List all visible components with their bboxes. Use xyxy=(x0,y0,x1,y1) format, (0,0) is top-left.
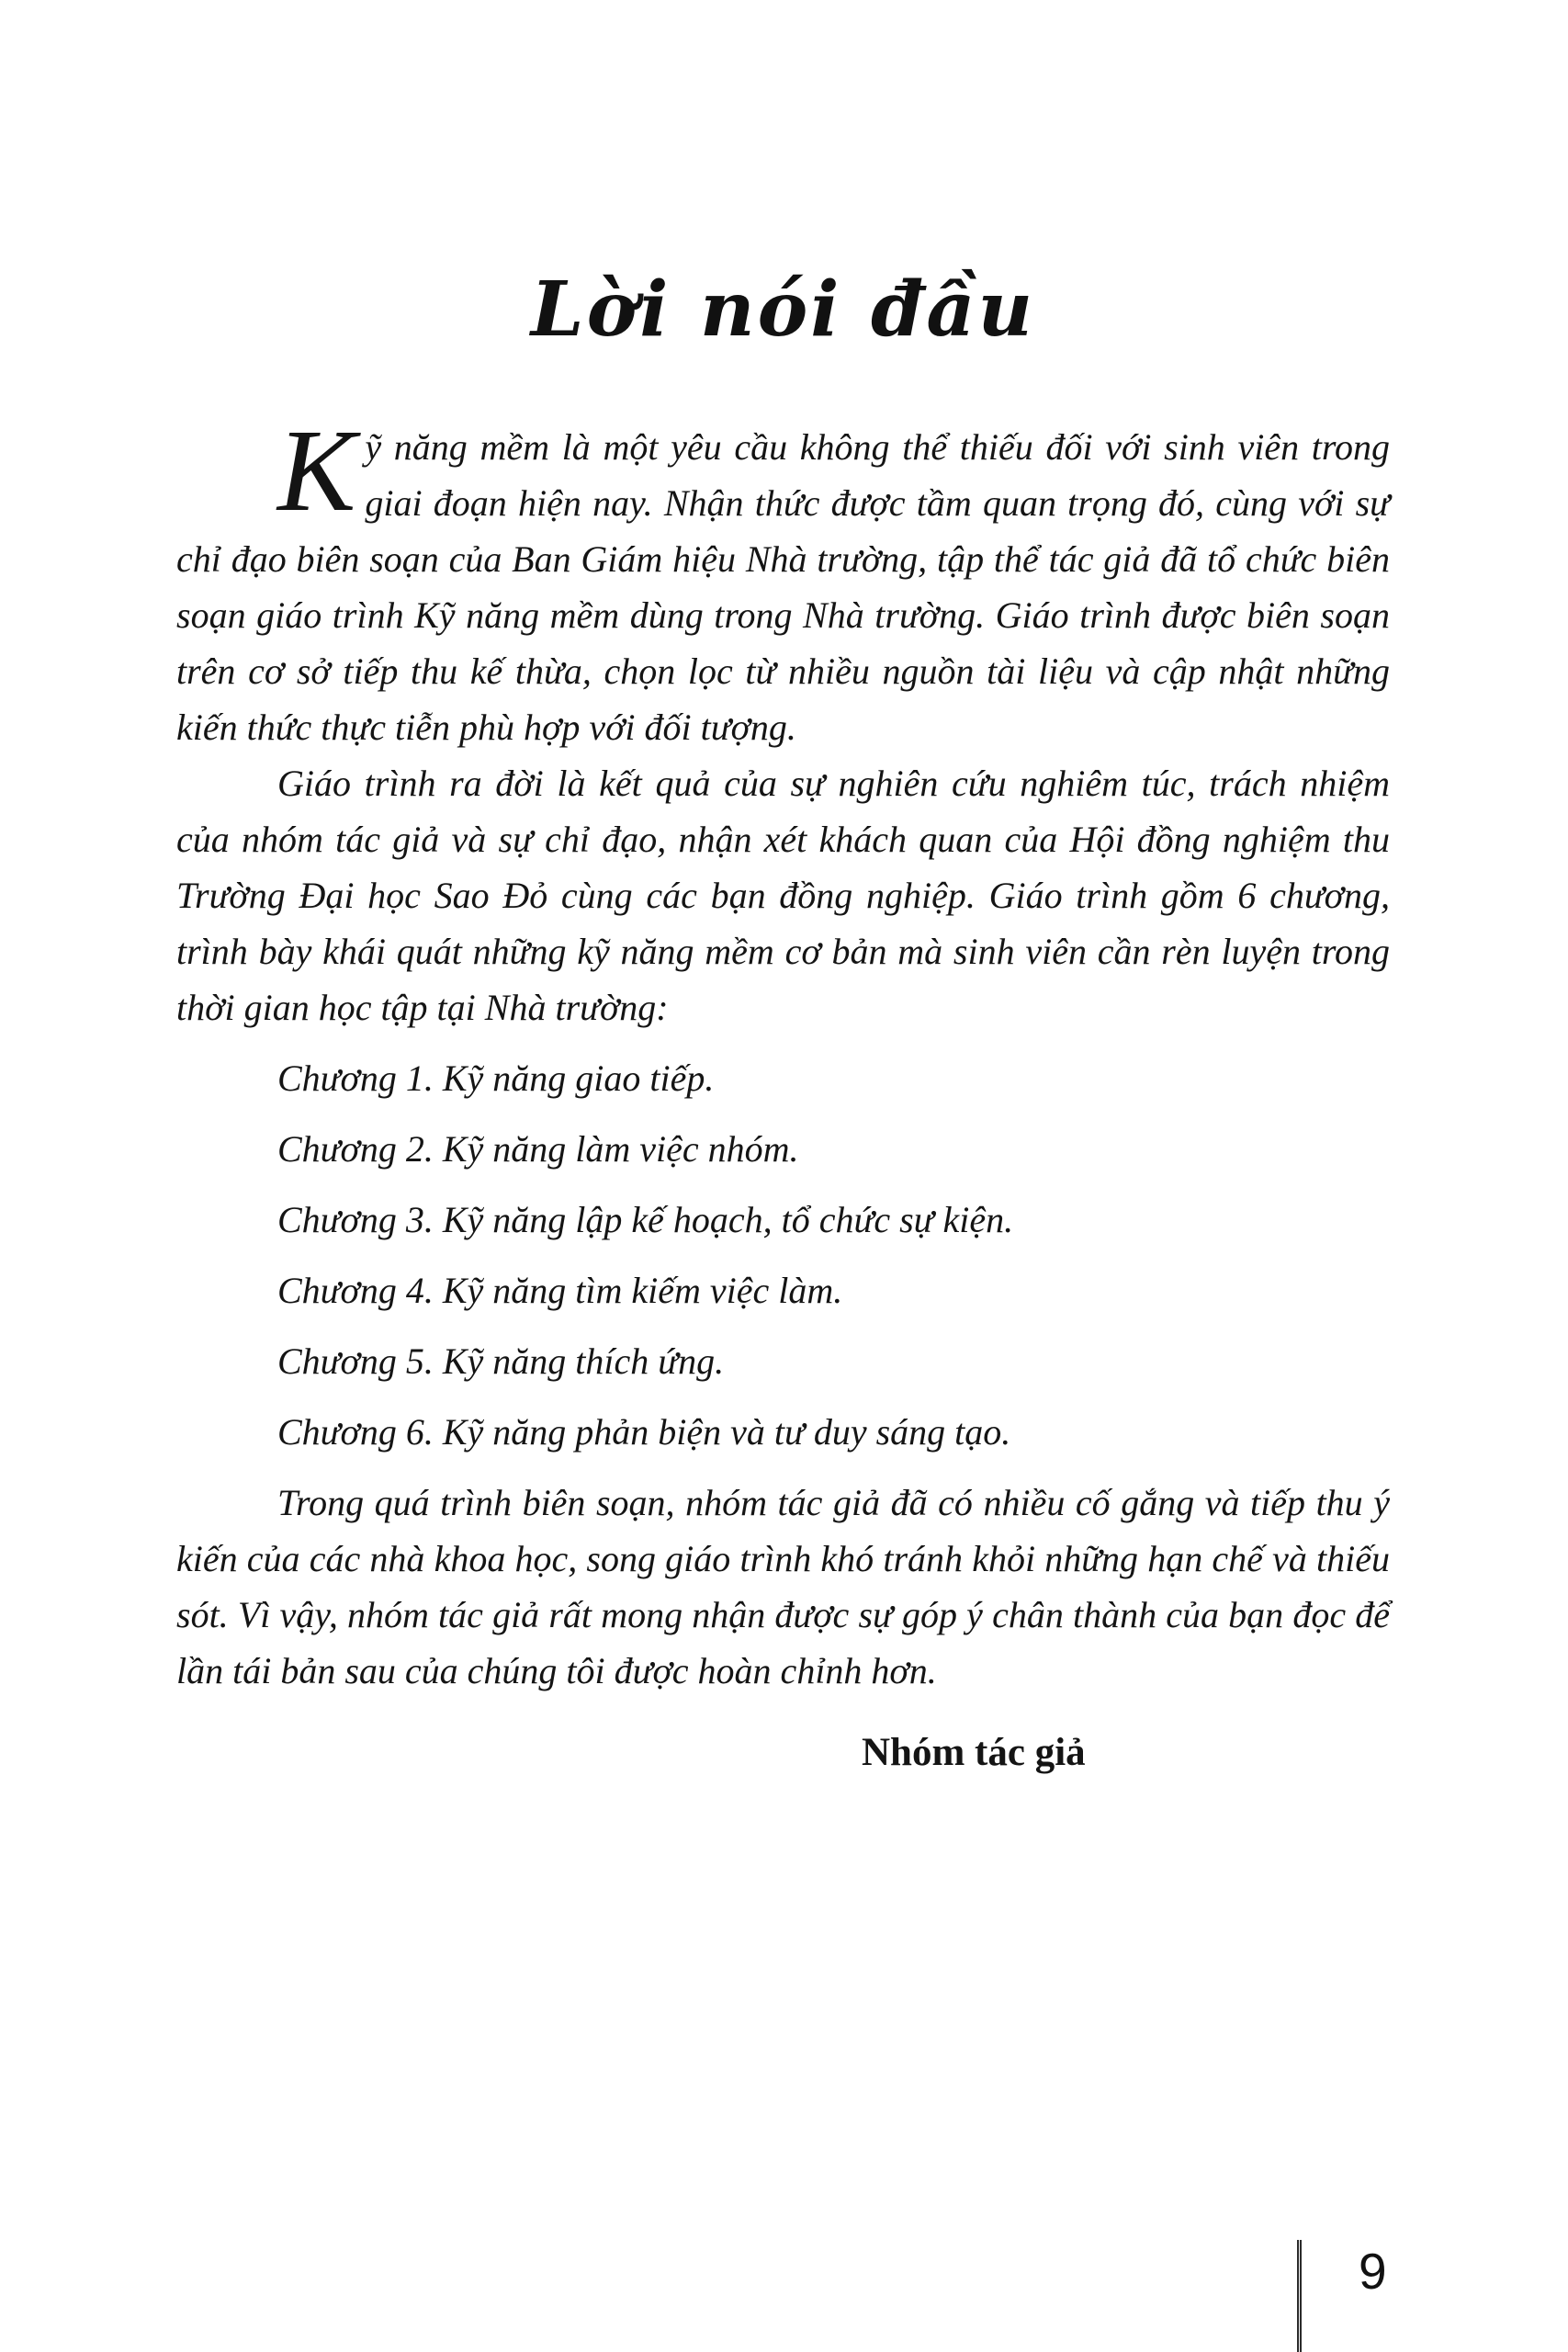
page-content xyxy=(176,265,1390,1781)
preface-body xyxy=(176,405,1390,1781)
chapter-item-3: Chương 3. Kỹ năng lập kế hoạch, tổ chức sự kiện. xyxy=(277,1199,1014,1241)
paragraph-3: Trong quá trình biên soạn, nhóm tác giả đã có nhiều cố gắng và tiếp thu ý kiến của các nhà khoa học, song giáo trình khó tránh khỏi những hạn chế và thiếu sót. Vì vậy, nhóm tác giả rất mong nhận được sự góp ý chân thành của bạn đọc để lần tái bản sau của chúng tôi được hoàn chỉnh hơn. xyxy=(176,1482,1390,1692)
author-signature xyxy=(176,1724,1390,1781)
chapter-list xyxy=(176,1050,1390,1460)
page-number: 9 xyxy=(1359,2243,1387,2300)
chapter-item-6: Chương 6. Kỹ năng phản biện và tư duy sáng tạo. xyxy=(277,1411,1011,1453)
chapter-item-2: Chương 2. Kỹ năng làm việc nhóm. xyxy=(277,1128,799,1170)
paragraph-2: Giáo trình ra đời là kết quả của sự nghiên cứu nghiêm túc, trách nhiệm của nhóm tác giả và sự chỉ đạo, nhận xét khách quan của Hội đồng nghiệm thu Trường Đại học Sao Đỏ cùng các bạn đồng nghiệp. Giáo trình gồm 6 chương, trình bày khái quát những kỹ năng mềm cơ bản mà sinh viên cần rèn luyện trong thời gian học tập tại Nhà trường: xyxy=(176,763,1390,1029)
paragraph-1 xyxy=(176,405,1390,755)
chapter-item-4: Chương 4. Kỹ năng tìm kiếm việc làm. xyxy=(277,1270,843,1312)
footer-rule xyxy=(1297,2240,1302,2352)
dropcap-letter: K xyxy=(277,405,356,537)
chapter-item-5: Chương 5. Kỹ năng thích ứng. xyxy=(277,1340,725,1383)
page-title: Lời nói đầu xyxy=(530,266,1036,354)
author-signature-text: Nhóm tác giả xyxy=(862,1731,1086,1775)
paragraph-1-text: ỹ năng mềm là một yêu cầu không thể thiếu đối với sinh viên trong giai đoạn hiện nay. Nhận thức được tầm quan trọng đó, cùng với sự chỉ đạo biên soạn của Ban Giám hiệu Nhà trường, tập thể tác giả đã tổ chức biên soạn giáo trình Kỹ năng mềm dùng trong Nhà trường. Giáo trình được biên soạn trên cơ sở tiếp thu kế thừa, chọn lọc từ nhiều nguồn tài liệu và cập nhật những kiến thức thực tiễn phù hợp với đối tượng. xyxy=(176,426,1390,749)
chapter-item-1: Chương 1. Kỹ năng giao tiếp. xyxy=(277,1057,715,1100)
